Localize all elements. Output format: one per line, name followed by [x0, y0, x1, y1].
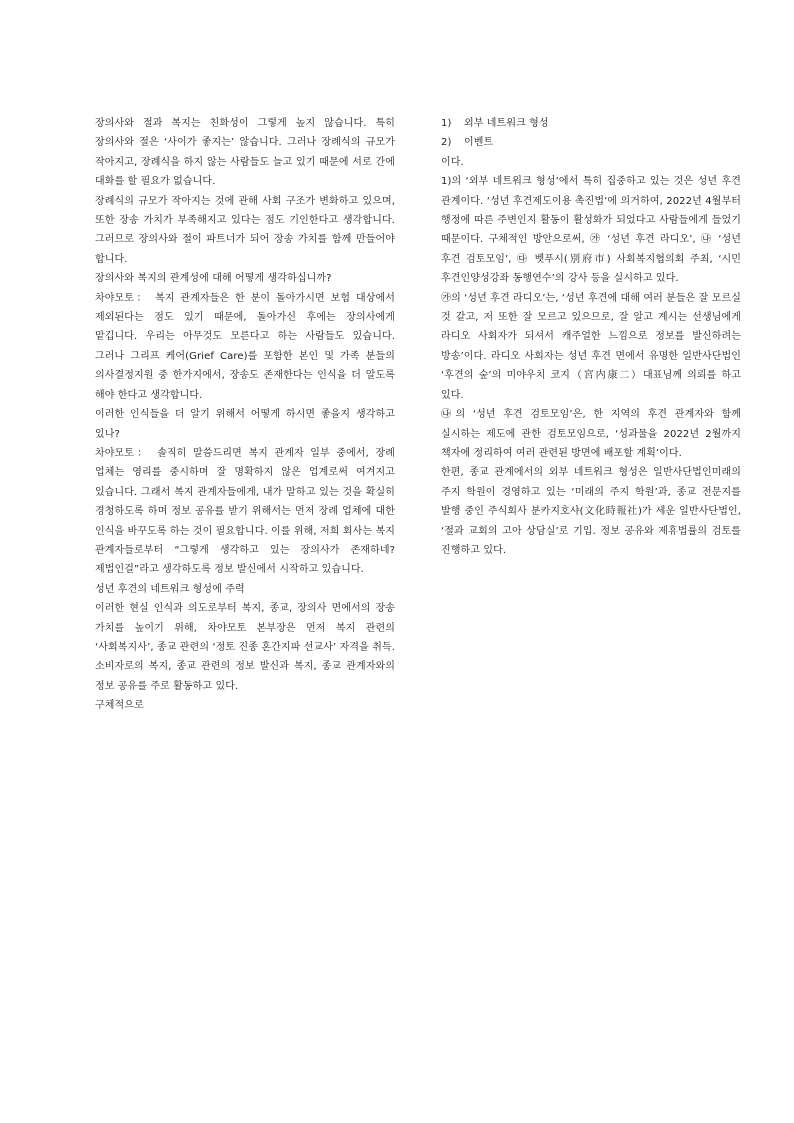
- question-welfare-relation: 장의사와 복지의 관계성에 대해 어떻게 생각하십니까?: [95, 273, 332, 285]
- list-item: [441, 133, 741, 152]
- answer-welfare-relation: 차야모토： 복지 관계자들은 한 분이 돌아가시면 보험 대상에서 제외된다는 점도 있기 때문에, 돌아가신 후에는 장의사에게 맡깁니다. 우리는 아무것도 모른다고 하는 사람들도 있습니다. 그러나 그리프 케어(Grief Care)를 포함한 본인 및 가족 분들의 의사결정지원 중 한가지에서, 장송도 존재한다는 인식을 더 알도록 해야 한다고 생각합니다.: [95, 292, 395, 401]
- list-item: [441, 114, 741, 133]
- question-awareness: 이러한 인식들을 더 알기 위해서 어떻게 하시면 좋을지 생각하고 있나?: [95, 409, 395, 440]
- list-text: 외부 네트워크 형성: [464, 118, 549, 129]
- list-text: 이벤트: [464, 137, 494, 149]
- paragraph-external-network: 1)의 ‘외부 네트워크 형성’에서 특히 집중하고 있는 것은 성년 후견 관계이다. ‘성년 후견제도이용 촉진법’에 의거하여, 2022년 4월부터 행정에 따른 주변인지 활동이 활성화가 되었다고 사람들에게 들었기 때문이다. 구체적인 방안으로써, ㉮ ‘성년 후견 라디오’, ㉯ ‘성년 후견 검토모임’, ㉰ 벳푸시(別府市) 사회복지협의회 주최, ‘시민 후견인양성강좌 동행연수’의 강사 등을 실시하고 있다.: [441, 176, 741, 285]
- paragraph-network-intro: 이러한 현실 인식과 의도로부터 복지, 종교, 장의사 면에서의 장송 가치를 높이기 위해, 차야모토 본부장은 먼저 복지 관련의 ‘사회복지사’, 종교 관련의 ‘정토 진종 혼간지파 선교사’ 자격을 취득. 소비자로의 복지, 종교 관련의 정보 발신과 복지, 종교 관계자와의 정보 공유를 주로 활동하고 있다.: [95, 603, 395, 692]
- paragraph-religion-network: 한편, 종교 관계에서의 외부 네트워크 형성은 일반사단법인미래의 주지 학원이 경영하고 있는 ‘미래의 주지 학원’과, 종교 전문지를 발행 중인 주식회사 분카지호샤(文化時報社)가 세운 일반사단법인, ‘절과 교회의 고아 상담실’로 기입. 정보 공유와 제휴법률의 검토를 진행하고 있다.: [441, 467, 741, 556]
- section-heading-network: 성년 후견의 네트워크 형성에 주력: [95, 583, 245, 595]
- left-column: [95, 114, 395, 716]
- paragraph-funeral-scale: 장례식의 규모가 작아지는 것에 관해 사회 구조가 변화하고 있으며, 또한 장송 가치가 부족해지고 있다는 점도 기인한다고 생각합니다. 그러므로 장의사와 절이 파트너가 되어 장송 가치를 함께 만들어야 합니다.: [95, 195, 395, 265]
- paragraph-radio: ㉮의 ‘성년 후견 라디오’는, ‘성년 후견에 대해 여러 분들은 잘 모르실 것 같고, 저 또한 잘 모르고 있으므로, 잘 알고 계시는 선생님에게 라디오 사회자가 되셔서 캐주얼한 느낌으로 정보를 발신하려는 방송’이다. 라디오 사회자는 성년 후견 면에서 유명한 일반사단법인 ‘후견의 숲’의 미야우치 코지（宮内康二）대표님께 의뢰를 하고 있다.: [441, 292, 742, 401]
- paragraph-specifically: 구체적으로: [95, 700, 144, 712]
- paragraph-review-meeting: ㉯의 ‘성년 후견 검토모임’은, 한 지역의 후견 관계자와 함께 실시하는 제도에 관한 검토모임으로, ‘성과물을 2022년 2월까지 책자에 정리하여 여러 관련된 방면에 배포할 계획’이다.: [441, 409, 741, 459]
- paragraph-intro: 장의사와 절과 복지는 친화성이 그렇게 높지 않습니다. 특히 장의사와 절은 ‘사이가 좋지는’ 않습니다. 그러나 장례식의 규모가 작아지고, 장례식을 하지 않는 사람들도 늘고 있기 때문에 서로 간에 대화를 할 필요가 없습니다.: [95, 118, 395, 188]
- list-number: 2): [441, 137, 452, 149]
- list-number: 1): [441, 118, 452, 129]
- answer-awareness: 차야모토： 솔직히 말씀드리면 복지 관계자 일부 중에서, 장례 업체는 영리를 중시하며 잘 명확하지 않은 업계로써 여겨지고 있습니다. 그래서 복지 관계자들에게, 내가 말하고 있는 것을 확실히 경청하도록 하며 정보 공유를 받기 위해서는 먼저 장례 업체에 대한 인식을 바꾸도록 하는 것이 필요합니다. 이를 위해, 저희 회사는 복지 관계자들로부터 “그렇게 생각하고 있는 장의사가 존재하네? 제법인걸”라고 생각하도록 정보 발신에서 시작하고 있습니다.: [95, 447, 395, 576]
- paragraph-ida: 이다.: [441, 156, 464, 168]
- right-column: [441, 114, 741, 560]
